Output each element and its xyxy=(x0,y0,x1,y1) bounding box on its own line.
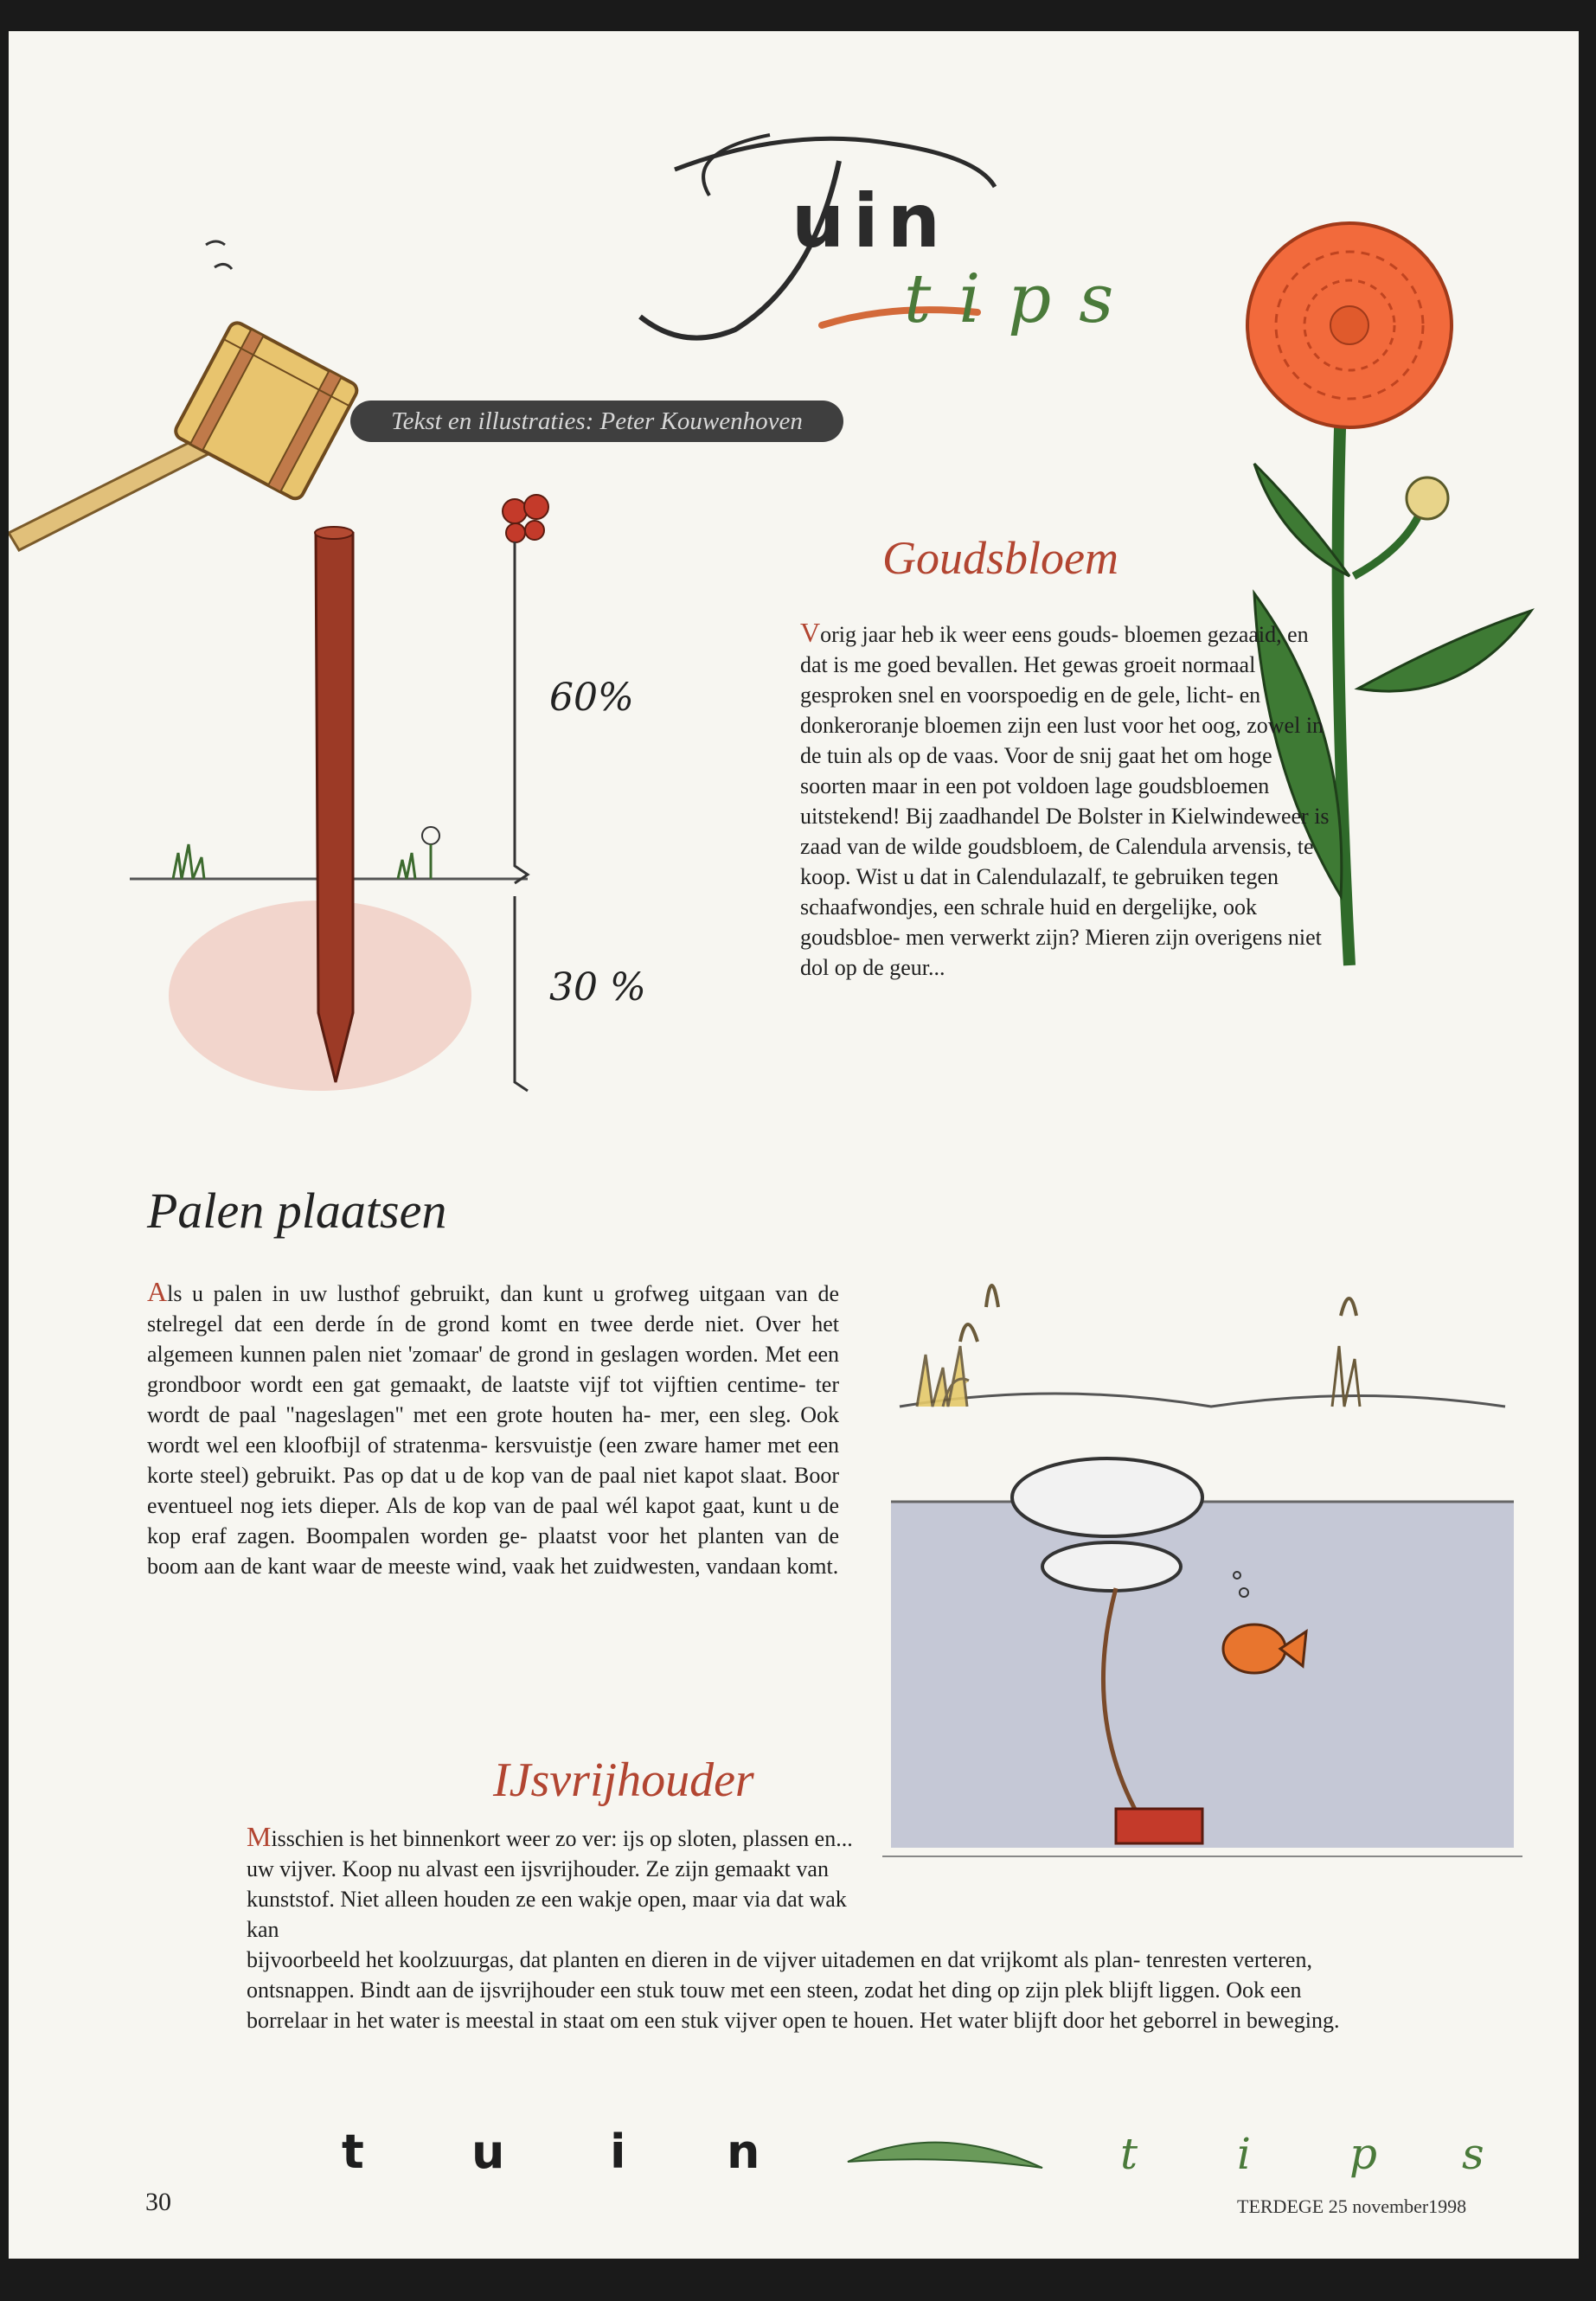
dropcap: A xyxy=(147,1276,168,1307)
paragraph: isschien is het binnenkort weer zo ver: ijs op sloten, plassen en... uw vijver. Koop nu alvast een ijsvrijhouder. Ze zijn gemaakt van kunststof. Niet alleen houden ze een wakje open, maar via dat wak kan xyxy=(247,1826,853,1942)
page-number: 30 xyxy=(145,2188,171,2216)
credit-badge: Tekst en illustraties: Peter Kouwenhoven xyxy=(350,401,843,442)
heading-palen: Palen plaatsen xyxy=(147,1183,447,1239)
pole-label-bottom: 30 % xyxy=(549,965,646,1009)
dropcap: M xyxy=(247,1821,272,1852)
footer-letter: p xyxy=(1349,2129,1378,2179)
paragraph: ls u palen in uw lusthof gebruikt, dan kunt u grofweg uitgaan van de stelregel dat een derde ín de grond komt en twee derde niet. Over het algemeen kunnen palen niet 'zomaar' de grond in geslagen worden. Met een grondboor wordt een gat gemaakt, de laatste vijf tot vijftien centime- ter wordt de paal "nageslagen" met een grote houten ha- mer, een sleg. Ook wordt wel een kloofbijl of stratenma- kersvuistje (een zware hamer met een korte steel) gebruikt. Pas op dat u de kop van de paal niet kapot slaat. Boor eventueel nog iets dieper. Als de kop van de paal wél kapot gaat, kunt u de kop eraf zagen. Boompalen worden ge- plaatst voor het planten van de boom aan de kant waar de meeste wind, vaak het zuidwesten, vandaan komt. xyxy=(147,1281,839,1579)
pole-illustration xyxy=(121,459,554,1117)
footer-letter: t xyxy=(342,2125,364,2179)
footer-letter: s xyxy=(1462,2129,1484,2179)
heading-ijsvrijhouder: IJsvrijhouder xyxy=(493,1753,754,1807)
heading-goudsbloem: Goudsbloem xyxy=(882,532,1118,584)
masthead-subtitle: tips xyxy=(904,260,1142,338)
footer-letter: u xyxy=(471,2125,505,2179)
masthead-title: uin xyxy=(792,178,949,265)
footer-letter: t xyxy=(1120,2129,1138,2179)
footer-letter: n xyxy=(727,2125,760,2179)
magazine-page xyxy=(9,31,1579,2259)
footer-letter: i xyxy=(610,2125,626,2179)
text-palen xyxy=(147,1277,839,1581)
paragraph: bijvoorbeeld het koolzuurgas, dat planten en dieren in de vijver uitademen en dat vrijkomt als plan- tenresten verteren, ontsnappen. Bindt aan de ijsvrijhouder een stuk touw met een steen, zodat het ding op zijn plek blijft liggen. Ook een borrelaar in het water is meestal in staat om een stuk vijver open te houen. Het water blijft door het geborrel in beweging. xyxy=(247,1947,1340,2033)
magazine-line: TERDEGE 25 november1998 xyxy=(1237,2195,1467,2217)
paragraph: orig jaar heb ik weer eens gouds- bloemen gezaaid, en dat is me goed bevallen. Het gewas groeit normaal gesproken snel en voorspoedig en de gele, licht- en donkeroranje bloemen zijn een lust voor het oog, zowel in de tuin als op de vaas. Voor de snij gaat het om hoge soorten maar in een pot voldoen lage goudsbloemen uitstekend! Bij zaadhandel De Bolster in Kielwindeweer is zaad van de wilde goudsbloem, de Calendula arvensis, te koop. Wist u dat in Calendulazalf, te gebruiken tegen schaafwondjes, een schrale huid en dergelijke, ook goudsbloe- men verwerkt zijn? Mieren zijn overigens niet dol op de geur... xyxy=(800,622,1330,980)
text-ijsvrijhouder xyxy=(247,1822,1362,2035)
pole-label-top: 60% xyxy=(549,676,634,720)
pond-illustration xyxy=(882,1234,1522,1874)
leaf-icon xyxy=(843,2120,1051,2198)
dropcap: V xyxy=(800,617,821,648)
text-goudsbloem xyxy=(800,618,1336,983)
footer-letter: i xyxy=(1237,2129,1251,2179)
